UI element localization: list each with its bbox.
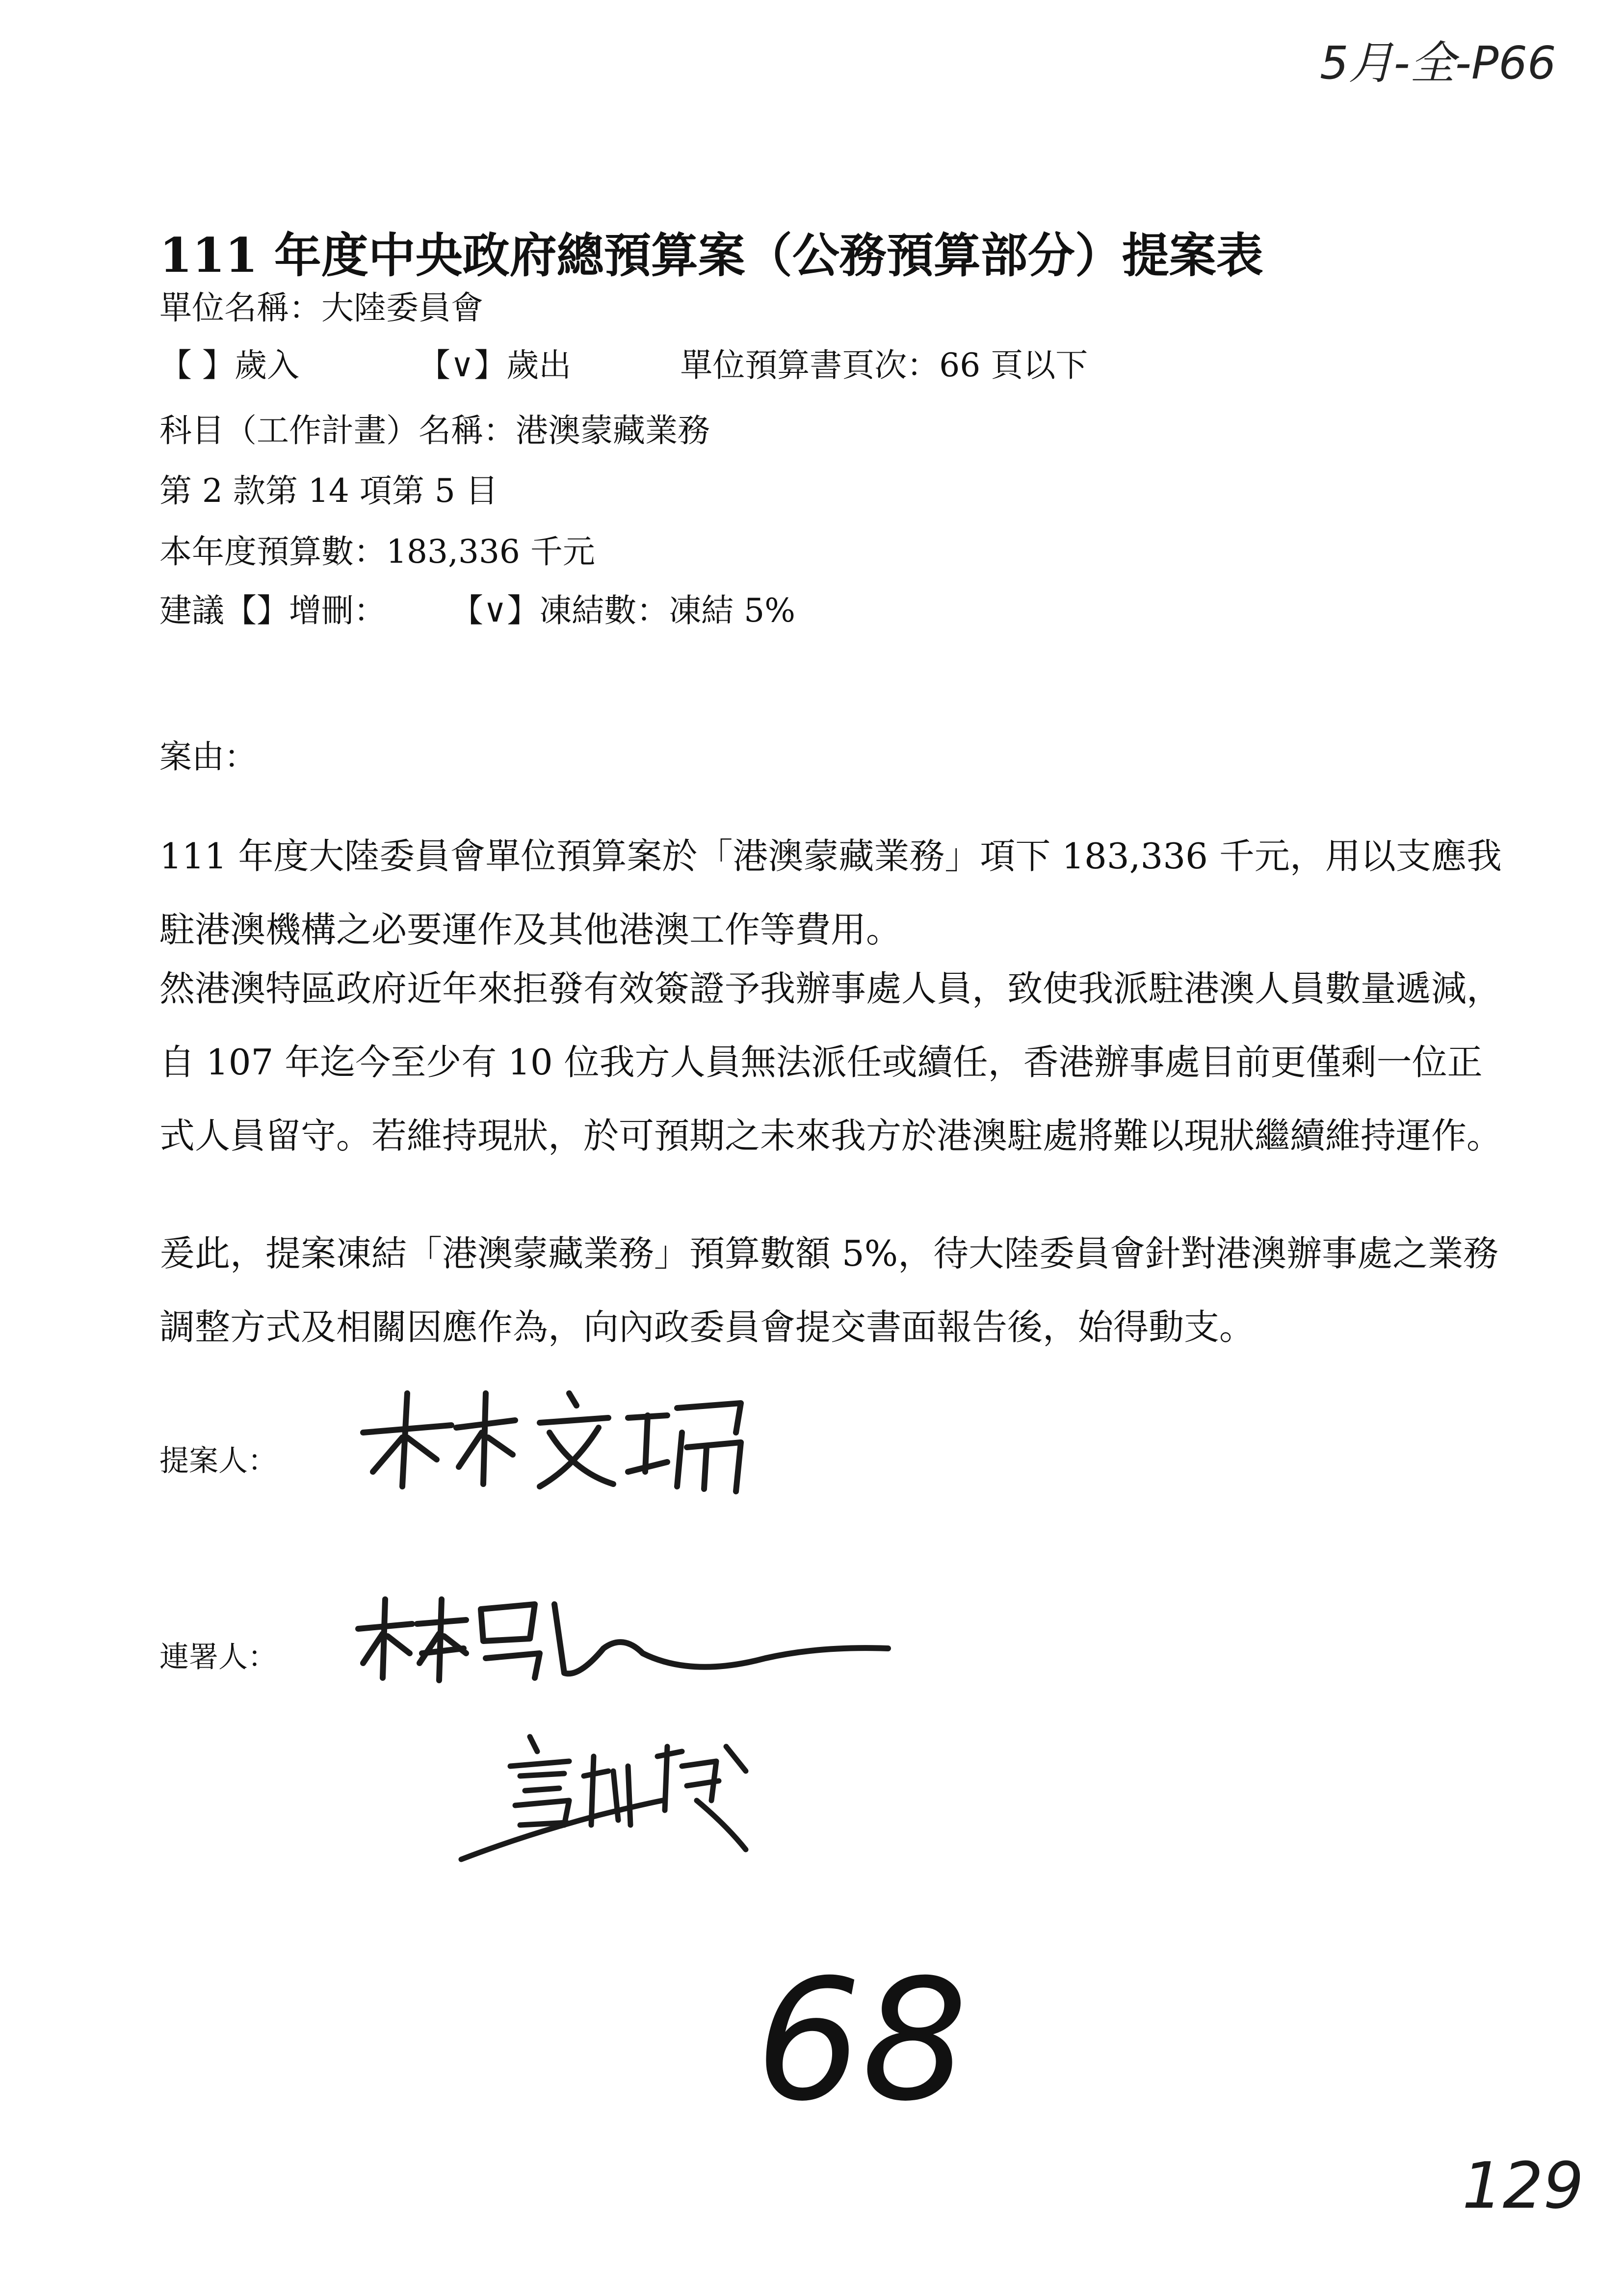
proposer-signature xyxy=(353,1374,756,1501)
unit-name-label: 單位名稱： xyxy=(159,289,321,327)
reason-paragraph-3: 爰此，提案凍結「港澳蒙藏業務」預算數額 5%，待大陸委員會針對港澳辦事處之業務調整方式及相關因應作為，向內政委員會提交書面報告後，始得動支。 xyxy=(159,1233,1499,1348)
page-title: 111 年度中央政府總預算案（公務預算部分）提案表 xyxy=(159,228,1263,283)
income-label: 歲入 xyxy=(234,346,299,384)
reason-paragraph-2: 然港澳特區政府近年來拒發有效簽證予我辦事處人員，致使我派駐港澳人員數量遞減，自 107 年迄今至少有 10 位我方人員無法派任或續任，香港辦事處目前更僅剩一位正式人員留守。若維持現狀，於可預期之未來我方於港澳駐處將難以現狀繼續維持運作。 xyxy=(159,968,1502,1156)
subject-line xyxy=(159,412,710,449)
add-checkbox: 【】 xyxy=(224,592,289,629)
unit-name-line xyxy=(159,289,483,327)
cosigner-signature-2 xyxy=(451,1727,785,1884)
expense-checkbox: 【∨】 xyxy=(418,346,507,384)
freeze-label: 凍結數： xyxy=(539,592,669,629)
add-label: 增刪： xyxy=(289,592,386,629)
unit-name-value: 大陸委員會 xyxy=(321,289,483,327)
proposer-label: 提案人： xyxy=(159,1444,277,1478)
cosigner-signature-1 xyxy=(348,1590,898,1688)
freeze-value: 凍結 5% xyxy=(669,592,795,629)
income-checkbox: 【 】 xyxy=(159,346,235,384)
budget-type-line xyxy=(159,346,1088,384)
page-ref-label: 單位預算書頁次： xyxy=(680,346,940,384)
reason-paragraph-1: 111 年度大陸委員會單位預算案於「港澳蒙藏業務」項下 183,336 千元，用以支應我駐港澳機構之必要運作及其他港澳工作等費用。 xyxy=(159,835,1502,950)
subject-value: 港澳蒙藏業務 xyxy=(516,412,710,449)
page-ref-value: 66 頁以下 xyxy=(939,346,1088,384)
budget-amount-value: 183,336 千元 xyxy=(386,533,595,571)
handwritten-number: 68 xyxy=(756,1944,968,2138)
reason-heading: 案由： xyxy=(159,738,257,776)
proposal-type-line xyxy=(159,592,795,629)
expense-label: 歲出 xyxy=(506,346,572,384)
subject-label: 科目（工作計畫）名稱： xyxy=(159,412,516,449)
proposal-label: 建議 xyxy=(159,592,224,629)
budget-amount-label: 本年度預算數： xyxy=(159,533,386,571)
freeze-checkbox: 【∨】 xyxy=(450,592,540,629)
budget-amount-line xyxy=(159,533,595,571)
corner-handwritten-note: 5月-全-P66 xyxy=(1320,37,1556,89)
section-line: 第 2 款第 14 項第 5 目 xyxy=(159,472,498,510)
handwritten-page-number: 129 xyxy=(1462,2148,1584,2223)
cosigner-label: 連署人： xyxy=(159,1640,277,1674)
